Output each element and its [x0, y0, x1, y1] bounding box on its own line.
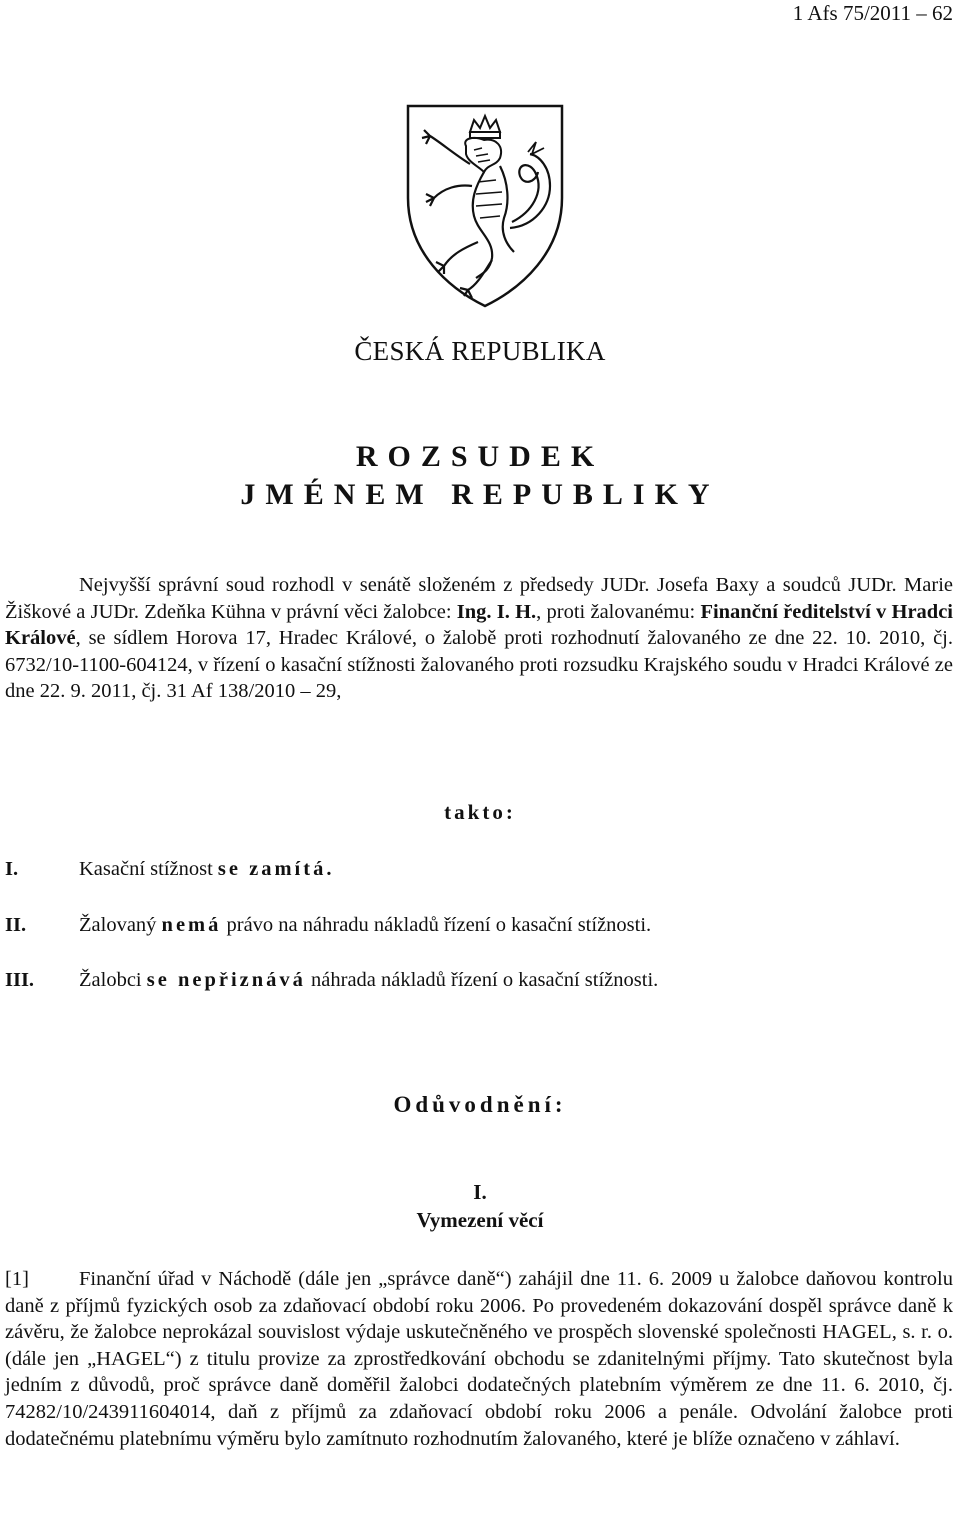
- verdict-text-post: právo na náhradu nákladů řízení o kasační stížnosti.: [221, 914, 652, 936]
- intro-text-1: Nejvyšší správní soud rozhodl v senátě složeném z předsedy JUDr. Josefa Baxy a soudců JUDr. Marie Žiškové a JUDr. Zdeňka Kühna v právní věci žalobce:: [5, 574, 953, 623]
- case-reference: 1 Afs 75/2011 – 62: [792, 1, 953, 25]
- verdict-text: Žalovaný: [79, 914, 162, 936]
- section-title: Vymezení věcí: [416, 1208, 544, 1232]
- judgment-title: ROZSUDEK: [355, 440, 605, 473]
- verdict-emphasis: se zamítá.: [217, 858, 335, 880]
- intro-text-2: , proti žalovanému:: [536, 600, 701, 623]
- verdict-text: Kasační stížnost: [79, 858, 218, 880]
- intro-text-3: , se sídlem Horova 17, Hradec Králové, o žalobě proti rozhodnutí žalovaného ze dne 22. 10. 2010, čj. 6732/10-1100-604124, v řízení o kasační stížnosti žalovaného proti rozsudku Krajského soudu v Hradci Králové ze dne 22. 9. 2011, čj. 31 Af 138/2010 – 29,: [5, 627, 953, 702]
- verdict-number: II.: [5, 914, 27, 936]
- paragraph-number: [1]: [5, 1268, 29, 1290]
- verdict-text-post: náhrada nákladů řízení o kasační stížnosti.: [305, 969, 659, 991]
- czech-lion-coat-of-arms-icon: [404, 102, 566, 310]
- verdict-emphasis: nemá: [161, 914, 222, 936]
- judgment-subtitle: JMÉNEM REPUBLIKY: [240, 478, 720, 511]
- plaintiff-name: Ing. I. H.: [456, 600, 537, 623]
- takto-heading: takto:: [444, 800, 516, 824]
- intro-paragraph: [5, 572, 953, 705]
- verdict-number: I.: [5, 858, 19, 880]
- paragraph-text: Finanční úřad v Náchodě (dále jen „správce daně“) zahájil dne 11. 6. 2009 u žalobce daňovou kontrolu daně z příjmů fyzických osob za zdaňovací období roku 2006. Po provedeném dokazování dospěl správce daně k závěru, že žalobce neprokázal souvislost výdaje uskutečněného ve prospěch slovenské společnosti HAGEL, s. r. o. (dále jen „HAGEL“) z titulu provize za zprostředkování obchodu se zdanitelnými příjmy. Tato skutečnost byla jedním z důvodů, proč správce daně doměřil žalobci dodatečných platebním výměrem ze dne 11. 6. 2010, čj. 74282/10/243911604014, daň z příjmů za zdaňovací období roku 2006 a penále. Odvolání žalobce proti dodatečnému platebnímu výměru bylo zamítnuto rozhodnutím žalovaného, které je blíže označeno v záhlaví.: [5, 1268, 953, 1450]
- verdict-emphasis: se nepřiznává: [146, 969, 306, 991]
- defendant-name: Finanční ředitelství v Hradci Králové: [5, 600, 953, 649]
- reasoning-heading: Odůvodnění:: [393, 1092, 567, 1117]
- verdict-number: III.: [5, 969, 35, 991]
- verdict-text: Žalobci: [79, 969, 147, 991]
- paragraph-1: [5, 1266, 953, 1452]
- country-heading: ČESKÁ REPUBLIKA: [354, 336, 606, 366]
- section-number: I.: [473, 1180, 487, 1204]
